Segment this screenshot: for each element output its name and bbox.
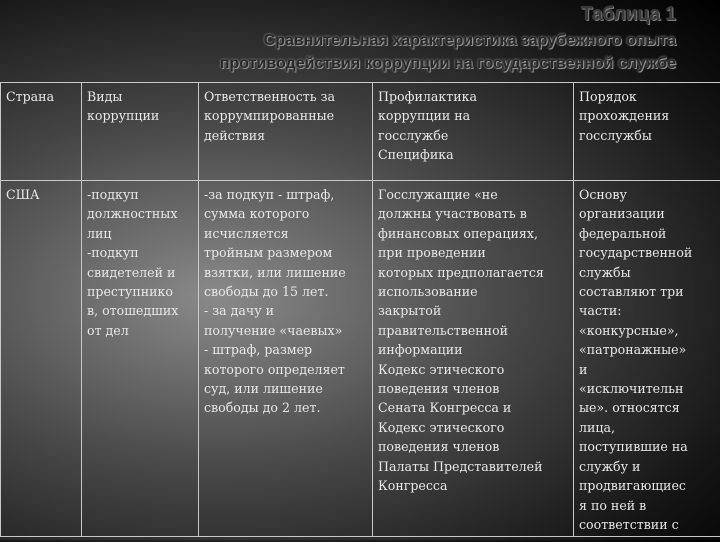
table-title-line-2: противодействия коррупции на государственной службе bbox=[220, 55, 676, 73]
table-number: Таблица 1 bbox=[581, 4, 676, 26]
table-header-row bbox=[1, 83, 720, 181]
cell-prevention: Госслужащие «не должны участвовать в финансовых операциях, при проведении которых предполагается использование закрытой правительственной информации Кодекс этического поведения членов Сената Конгресса и Кодекс этического поведения членов Палаты Представителей Конгресса bbox=[373, 181, 574, 537]
cell-liability: -за подкуп - штраф, сумма которого исчисляется тройным размером взятки, или лишение свободы до 15 лет. - за дачу и получение «чаевых» - штраф, размер которого определяет суд, или лишение свободы до 2 лет. bbox=[199, 181, 373, 537]
table-caption bbox=[0, 0, 720, 82]
cell-service-procedure: Основу организации федеральной государственной службы составляют три части: «конкурсные», «патронажные» и «исключительн ые». относятся лица, поступившие на службу и продвигающиес я по ней в соответствии с bbox=[574, 181, 720, 537]
header-cell-prevention: Профилактика коррупции на госслужбе Специфика bbox=[373, 83, 574, 181]
comparison-table-container bbox=[0, 82, 714, 542]
header-cell-corruption-types: Виды коррупции bbox=[82, 83, 199, 181]
header-cell-service-procedure: Порядок прохождения госслужбы bbox=[574, 83, 720, 181]
comparison-table bbox=[0, 82, 720, 537]
table-row bbox=[1, 181, 720, 537]
header-cell-country: Страна bbox=[1, 83, 82, 181]
header-cell-liability: Ответственность за коррумпированные действия bbox=[199, 83, 373, 181]
cell-corruption-types: -подкуп должностных лиц -подкуп свидетелей и преступнико в, отошедших от дел bbox=[82, 181, 199, 537]
cell-country: США bbox=[1, 181, 82, 537]
table-title-line-1: Сравнительная характеристика зарубежного опыта bbox=[264, 32, 676, 50]
